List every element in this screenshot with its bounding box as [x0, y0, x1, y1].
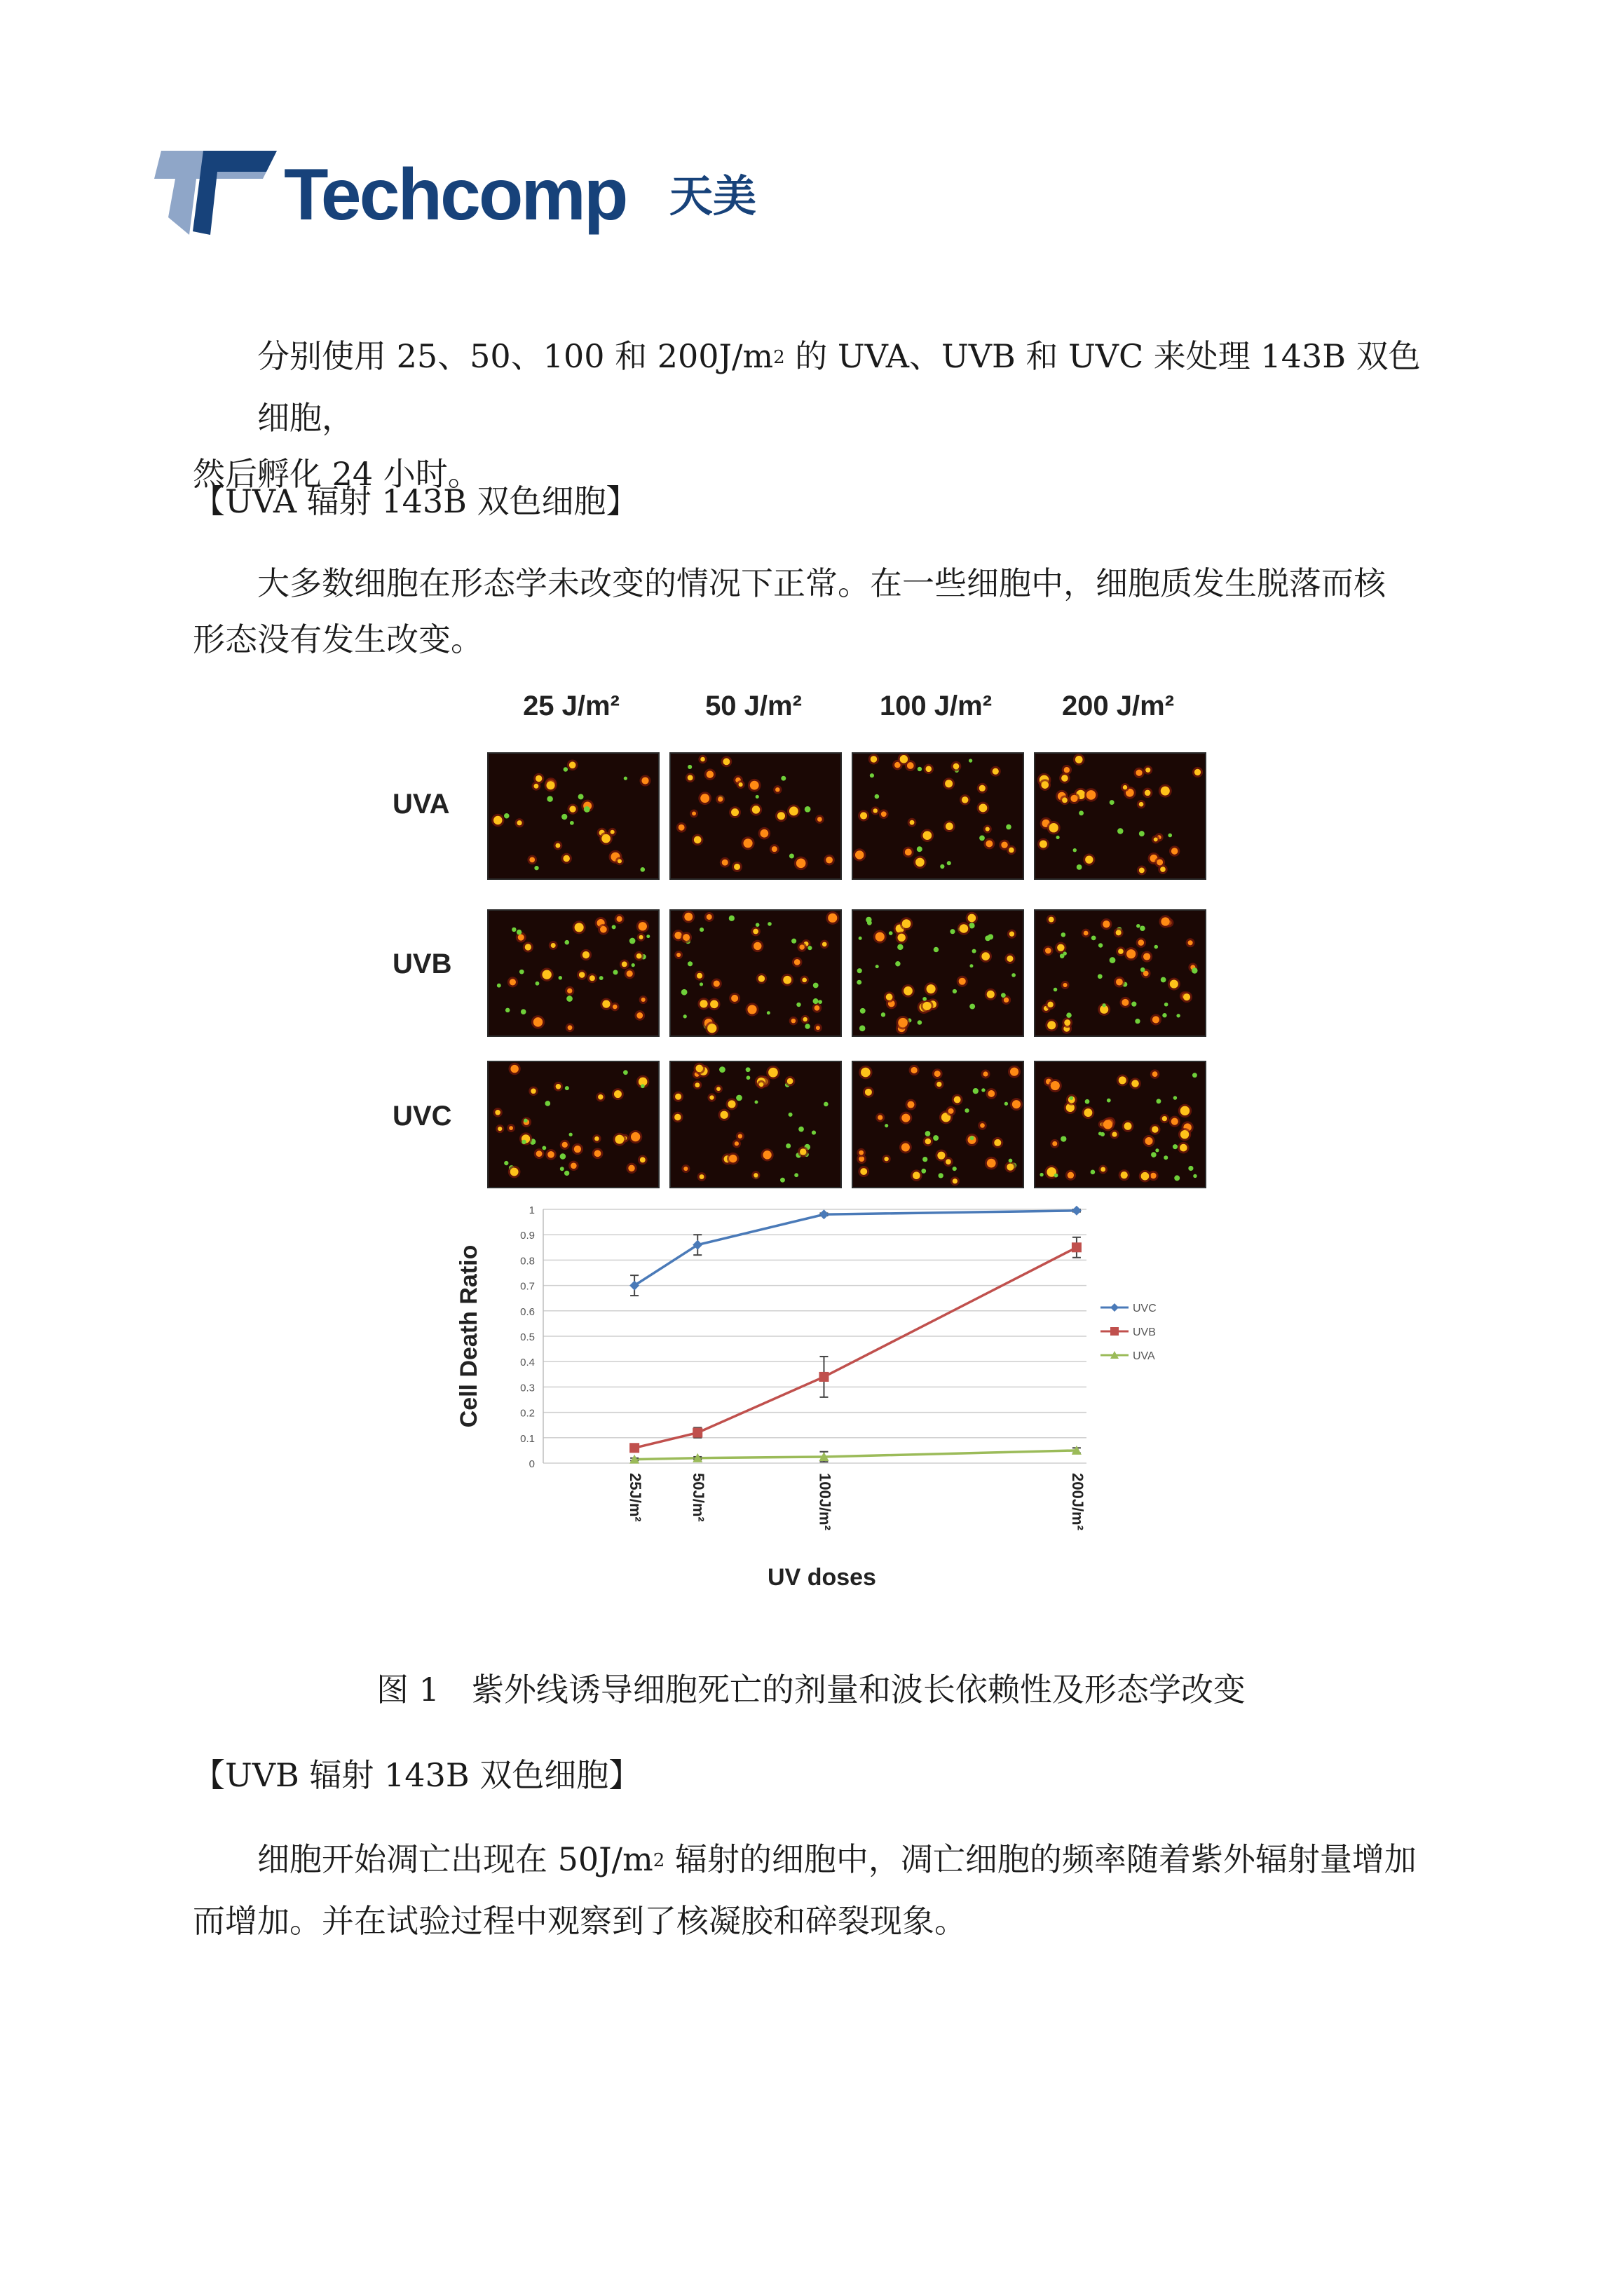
data-point-uvb	[819, 1372, 829, 1382]
column-label-25: 25 J/m²	[523, 691, 620, 721]
data-point-uvb	[1072, 1242, 1082, 1252]
y-tick-label: 1	[529, 1204, 535, 1216]
x-tick-label: 25J/m²	[627, 1473, 645, 1522]
uva-paragraph-line-1: 大多数细胞在形态学未改变的情况下正常。在一些细胞中，细胞质发生脱落而核	[257, 564, 1386, 602]
data-point-uvc	[1072, 1206, 1082, 1216]
y-tick-label: 0.7	[520, 1280, 535, 1293]
micrograph-uvb-2	[669, 909, 842, 1037]
data-point-uvb	[629, 1443, 639, 1453]
brand-name-chinese: 天美	[669, 170, 757, 222]
uva-paragraph-line-2: 形态没有发生改变。	[193, 620, 483, 658]
logo-mark-icon	[154, 151, 280, 242]
column-label-50: 50 J/m²	[705, 691, 802, 721]
brand-name: Techcomp	[284, 154, 627, 236]
row-label-uvc: UVC	[393, 1101, 452, 1132]
legend-label-uvc: UVC	[1133, 1303, 1157, 1315]
series-line-uvb	[634, 1247, 1077, 1448]
micrograph-uva-2	[669, 752, 842, 880]
y-tick-label: 0.4	[520, 1357, 535, 1369]
x-tick-label: 200J/m²	[1068, 1473, 1086, 1530]
column-label-200: 200 J/m²	[1061, 691, 1175, 721]
uvb-paragraph	[193, 1831, 1433, 1949]
x-axis-label: UV doses	[768, 1564, 876, 1591]
uva-paragraph	[193, 555, 1433, 667]
column-label-100: 100 J/m²	[879, 691, 993, 721]
micrograph-uvc-2	[669, 1061, 842, 1188]
legend-marker	[1110, 1303, 1119, 1312]
y-tick-label: 0.8	[520, 1255, 535, 1268]
micrograph-uva-1	[487, 752, 660, 880]
micrograph-uvc-1	[487, 1061, 660, 1188]
intro-paragraph	[193, 328, 1433, 502]
uvb-paragraph-line-2: 而增加。并在试验过程中观察到了核凝胶和碎裂现象。	[193, 1902, 967, 1940]
y-axis-label: Cell Death Ratio	[456, 1244, 482, 1428]
y-tick-label: 0	[529, 1458, 535, 1470]
figure-caption: 图 1 紫外线诱导细胞死亡的剂量和波长依赖性及形态学改变	[376, 1671, 1246, 1709]
micrograph-uvb-3	[852, 909, 1024, 1037]
legend-marker	[1110, 1327, 1119, 1336]
micrograph-uva-4	[1034, 752, 1206, 880]
data-point-uvc	[819, 1209, 829, 1219]
x-tick-label: 50J/m²	[690, 1473, 708, 1522]
row-label-uva: UVA	[393, 789, 450, 820]
legend-label-uva: UVA	[1133, 1350, 1155, 1362]
y-tick-label: 0.1	[520, 1432, 535, 1445]
uvb-paragraph-line-1: 细胞开始凋亡出现在 $50J/m^2$ 辐射的细胞中，凋亡细胞的频率随着紫外辐射量增加	[257, 1840, 1417, 1878]
y-tick-label: 0.6	[520, 1305, 535, 1318]
micrograph-uvc-4	[1034, 1061, 1206, 1188]
y-tick-label: 0.2	[520, 1407, 535, 1420]
intro-line-1: 分别使用 25、50、100 和 $200J/m^2$ 的 UVA、UVB 和 UVC 来处理 143B 双色细胞，	[257, 337, 1421, 437]
micrograph-uvb-1	[487, 909, 660, 1037]
y-tick-label: 0.9	[520, 1230, 535, 1242]
y-tick-label: 0.5	[520, 1331, 535, 1343]
micrograph-uvc-3	[852, 1061, 1024, 1188]
uva-section-heading: 【UVA 辐射 143B 双色细胞】	[193, 482, 639, 520]
data-point-uvb	[693, 1428, 702, 1438]
x-tick-label: 100J/m²	[816, 1473, 834, 1530]
figure-1	[393, 691, 1234, 1595]
uvb-section-heading: 【UVB 辐射 143B 双色细胞】	[193, 1756, 641, 1794]
cell-death-ratio-chart	[393, 1195, 1234, 1595]
series-line-uva	[634, 1451, 1077, 1460]
micrograph-uva-3	[852, 752, 1024, 880]
row-label-uvb: UVB	[393, 949, 452, 979]
micrograph-uvb-4	[1034, 909, 1206, 1037]
series-line-uvc	[634, 1211, 1077, 1286]
intro-line-2: 然后孵化 24 小时。	[193, 455, 480, 493]
legend-label-uvb: UVB	[1133, 1326, 1156, 1338]
techcomp-logo	[154, 151, 785, 242]
y-tick-label: 0.3	[520, 1382, 535, 1394]
